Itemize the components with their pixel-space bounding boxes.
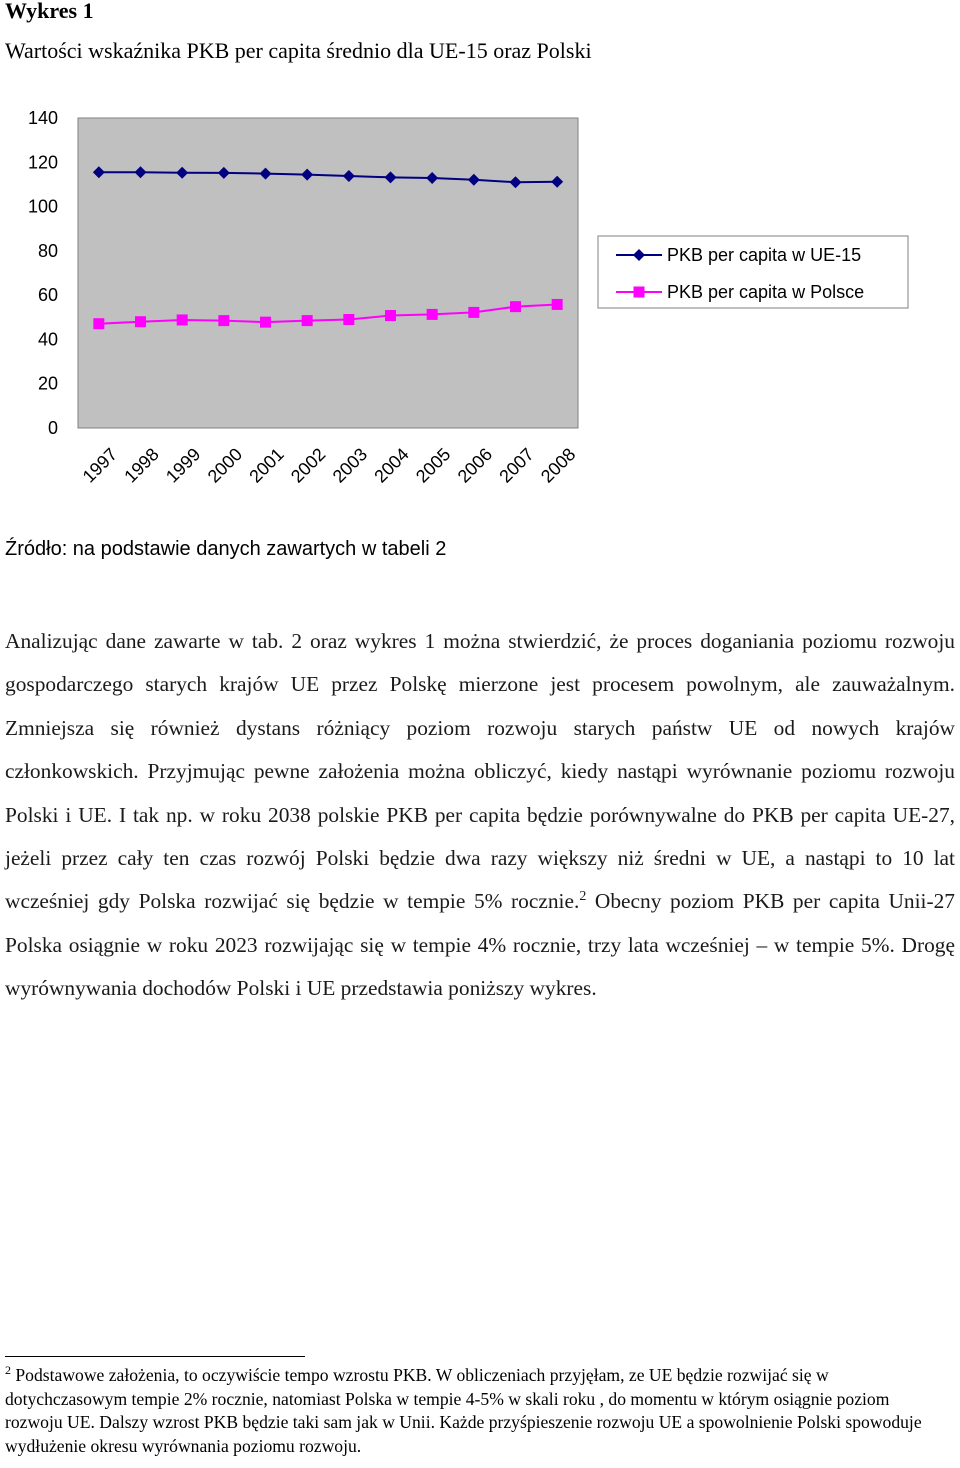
y-tick-label: 40 [37, 329, 58, 350]
y-tick-label: 60 [37, 285, 58, 306]
data-point [385, 310, 396, 321]
data-point [135, 316, 146, 327]
x-tick-label: 2002 [286, 444, 330, 487]
x-tick-label: 1997 [78, 444, 122, 487]
data-point [427, 309, 438, 320]
footnote-text: Podstawowe założenia, to oczywiście tempo wzrostu PKB. W obliczeniach przyjęłam, ze UE będzie rozwijać się w dotychczasowym tempie 2% rocznie, natomiast Polska w tempie 4-5% w skali roku , do momentu w którym osiągnie poziom rozwoju UE. Dalszy wzrost PKB będzie taki sam jak w Unii. Każde przyśpieszenie rozwoju UE a spowolnienie Polski spowoduje wydłużenie okresu wyrównania poziomu rozwoju. [5, 1365, 922, 1456]
chart-source: Źródło: na podstawie danych zawartych w tabeli 2 [5, 538, 447, 560]
x-tick-label: 2004 [370, 444, 413, 487]
x-tick-label: 2008 [536, 444, 580, 487]
y-tick-label: 100 [27, 196, 58, 217]
x-tick-label: 2001 [245, 444, 288, 487]
y-tick-label: 120 [27, 152, 58, 173]
y-tick-label: 0 [47, 418, 58, 438]
x-tick-label: 1998 [120, 444, 163, 487]
y-tick-label: 140 [27, 108, 58, 128]
x-tick-label: 2005 [411, 444, 455, 487]
paragraph-text-part-2: Obecny poziom PKB per capita Unii-27 Polska osiągnie w roku 2023 rozwijając się w tempie 4% rocznie, trzy lata wcześniej – w tempie 5%. Drogę wyrównywania dochodów Polski i UE przedstawia poniższy wykres. [5, 889, 955, 1001]
x-tick-label: 2003 [328, 444, 372, 487]
legend-label: PKB per capita w Polsce [667, 282, 865, 302]
footnote-divider [5, 1356, 305, 1357]
x-tick-label: 2007 [495, 444, 538, 487]
data-point [510, 301, 521, 312]
plot-area [78, 118, 578, 428]
body-paragraph [5, 620, 955, 1011]
data-point [218, 315, 229, 326]
data-point [468, 307, 479, 318]
legend-marker [634, 287, 645, 298]
data-point [552, 299, 563, 310]
x-tick-label: 2006 [453, 444, 497, 487]
y-tick-label: 80 [37, 240, 58, 261]
data-point [302, 315, 313, 326]
legend-label: PKB per capita w UE-15 [667, 245, 862, 265]
x-tick-label: 1999 [161, 444, 205, 487]
data-point [343, 314, 354, 325]
footnote-mark: 2 [5, 1363, 11, 1378]
figure-title: Wykres 1 [5, 0, 94, 23]
data-point [93, 318, 104, 329]
data-point [260, 317, 271, 328]
line-chart [0, 90, 960, 510]
legend [598, 236, 908, 308]
footnote [5, 1364, 950, 1458]
y-tick-label: 20 [37, 373, 58, 394]
x-axis-ticks [79, 444, 580, 486]
data-point [177, 314, 188, 325]
footnote-reference[interactable]: 2 [579, 889, 587, 905]
y-axis-ticks [28, 108, 58, 438]
figure-subtitle: Wartości wskaźnika PKB per capita średnio dla UE-15 oraz Polski [5, 38, 592, 63]
paragraph-text-part-1: Analizując dane zawarte w tab. 2 oraz wykres 1 można stwierdzić, że proces doganiania poziomu rozwoju gospodarczego starych krajów UE przez Polskę mierzone jest procesem powolnym, ale zauważalnym. Zmniejsza się również dystans różniący poziom rozwoju starych państw UE od nowych krajów członkowskich. Przyjmując pewne założenia można obliczyć, kiedy nastąpi wyrównanie poziomu rozwoju Polski i UE. I tak np. w roku 2038 polskie PKB per capita będzie porównywalne do PKB per capita UE-27, jeżeli przez cały ten czas rozwój Polski będzie dwa razy większy niż średni w UE, a nastąpi to 10 lat wcześniej gdy Polska rozwijać się będzie w tempie 5% rocznie. [5, 629, 955, 914]
x-tick-label: 2000 [203, 444, 247, 487]
